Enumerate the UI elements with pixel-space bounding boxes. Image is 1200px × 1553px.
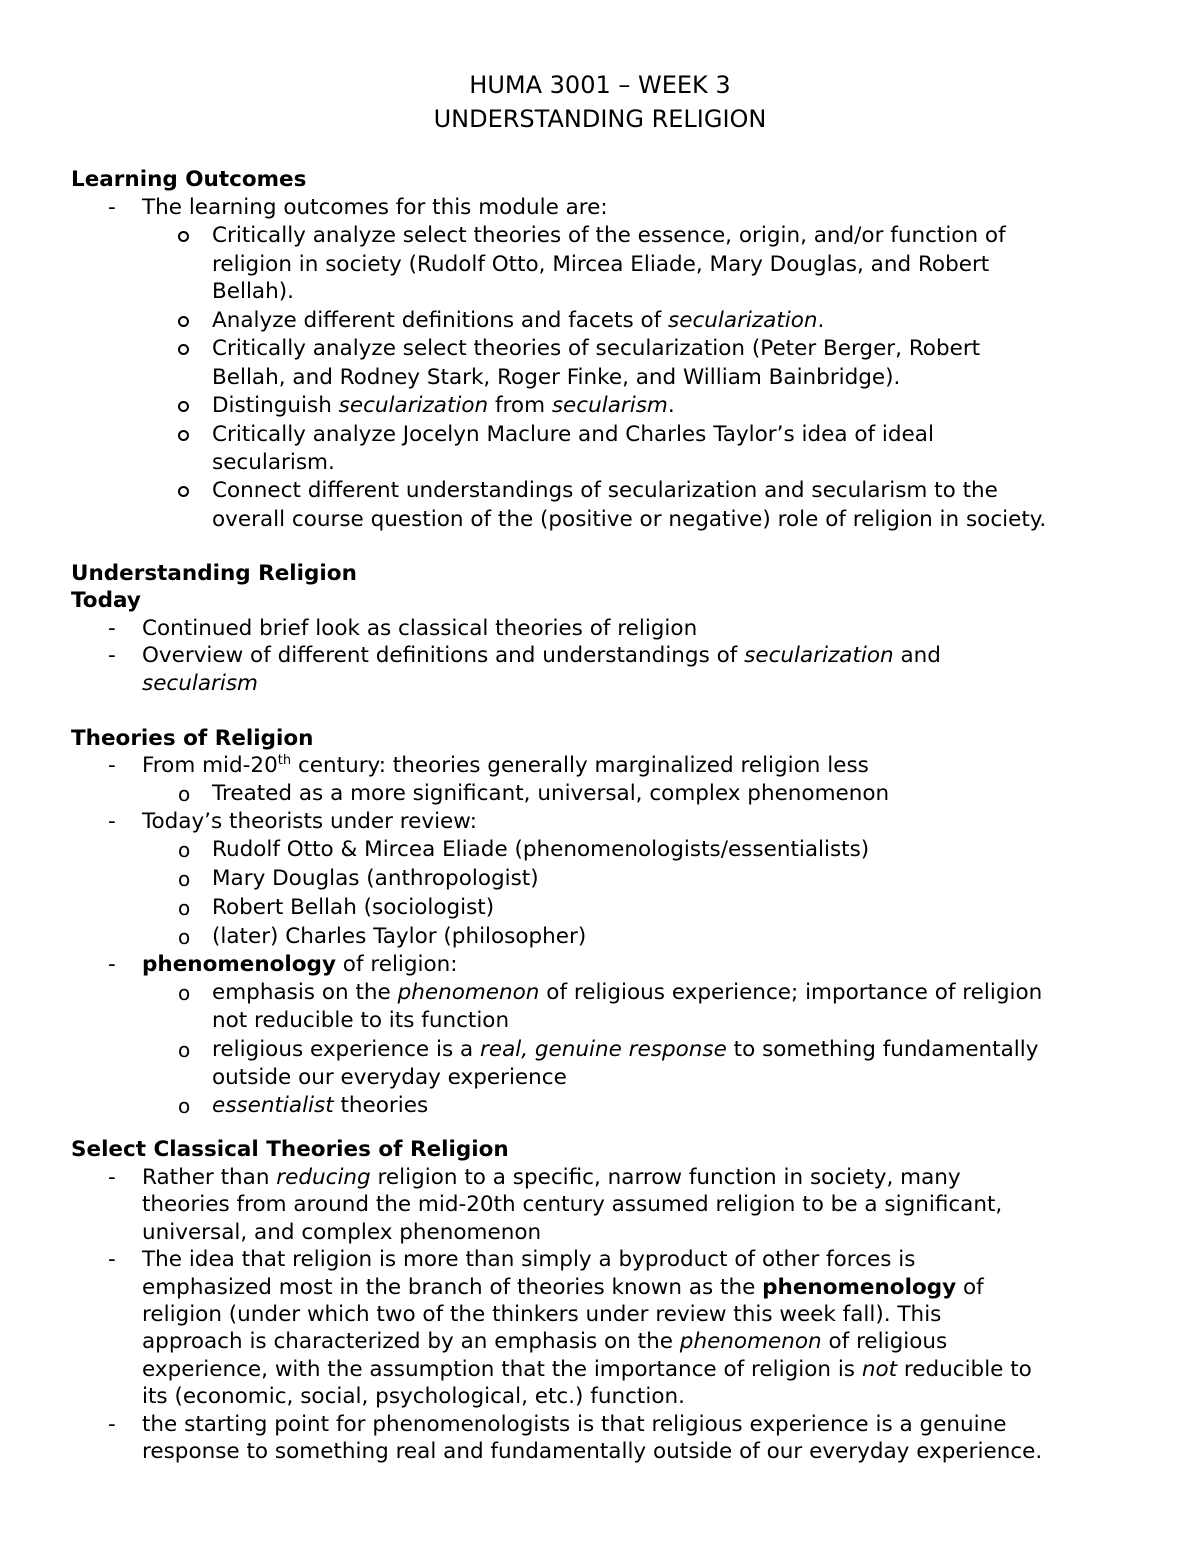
list-item-continuation: religion in society (Rudolf Otto, Mircea Eliade, Mary Douglas, and Robert (212, 252, 990, 277)
circle-bullet: o (178, 1094, 191, 1118)
dash-bullet: - (108, 1247, 116, 1272)
list-item-continuation: Bellah, and Rodney Stark, Roger Finke, and William Bainbridge). (212, 365, 901, 390)
document-subtitle: UNDERSTANDING RELIGION (433, 105, 767, 133)
list-item: Treated as a more significant, universal, complex phenomenon (212, 781, 890, 806)
section-subheading-today: Today (71, 588, 141, 613)
section-heading-classical-theories: Select Classical Theories of Religion (71, 1137, 509, 1162)
dash-bullet: - (108, 643, 116, 668)
dash-bullet: - (108, 195, 116, 220)
circle-bullet-icon (178, 335, 189, 363)
paragraph-line: emphasized most in the branch of theories known as the phenomenology of (142, 1275, 984, 1300)
circle-bullet: o (178, 981, 191, 1005)
circle-bullet-icon (178, 477, 189, 505)
paragraph-line: the starting point for phenomenologists is that religious experience is a genuine (142, 1412, 1007, 1437)
list-item: Today’s theorists under review: (142, 809, 477, 834)
list-item: (later) Charles Taylor (philosopher) (212, 924, 587, 949)
list-item: Distinguish secularization from secularism. (212, 393, 675, 418)
list-item-continuation: Bellah). (212, 279, 294, 304)
list-item: essentialist theories (212, 1093, 429, 1118)
paragraph-line: its (economic, social, psychological, etc.) function. (142, 1384, 685, 1409)
paragraph-line: universal, and complex phenomenon (142, 1220, 542, 1245)
list-item: The learning outcomes for this module are: (142, 195, 608, 220)
dash-bullet: - (108, 753, 116, 778)
list-item: phenomenology of religion: (142, 952, 458, 977)
list-item: Critically analyze select theories of secularization (Peter Berger, Robert (212, 336, 981, 361)
circle-bullet-icon (178, 222, 189, 250)
paragraph-line: response to something real and fundamentally outside of our everyday experience. (142, 1439, 1043, 1464)
section-heading-theories-of-religion: Theories of Religion (71, 726, 314, 751)
dash-bullet: - (108, 616, 116, 641)
list-item: Analyze different definitions and facets of secularization. (212, 308, 825, 333)
paragraph-line: The idea that religion is more than simply a byproduct of other forces is (142, 1247, 916, 1272)
list-item: Critically analyze select theories of the essence, origin, and/or function of (212, 223, 1006, 248)
paragraph-line: theories from around the mid-20th century assumed religion to be a significant, (142, 1192, 1003, 1217)
paragraph-line: Rather than reducing religion to a specific, narrow function in society, many (142, 1165, 961, 1190)
list-item: From mid-20th century: theories generally marginalized religion less (142, 753, 869, 778)
dash-bullet: - (108, 1412, 116, 1437)
document-title: HUMA 3001 – WEEK 3 (469, 71, 731, 99)
paragraph-line: experience, with the assumption that the importance of religion is not reducible to (142, 1357, 1032, 1382)
dash-bullet: - (108, 1165, 116, 1190)
circle-bullet: o (178, 838, 191, 862)
list-item: Overview of different definitions and understandings of secularization and (142, 643, 941, 668)
list-item: Mary Douglas (anthropologist) (212, 866, 539, 891)
list-item-continuation: secularism. (212, 450, 335, 475)
section-heading-understanding-religion: Understanding Religion (71, 561, 357, 586)
list-item: Robert Bellah (sociologist) (212, 895, 495, 920)
circle-bullet: o (178, 867, 191, 891)
circle-bullet: o (178, 782, 191, 806)
dash-bullet: - (108, 809, 116, 834)
list-item: Rudolf Otto & Mircea Eliade (phenomenologists/essentialists) (212, 837, 870, 862)
list-item: Connect different understandings of secularization and secularism to the (212, 478, 998, 503)
list-item-continuation: secularism (142, 671, 258, 696)
circle-bullet-icon (178, 307, 189, 335)
list-item-continuation: outside our everyday experience (212, 1065, 567, 1090)
list-item-continuation: not reducible to its function (212, 1008, 510, 1033)
list-item: emphasis on the phenomenon of religious experience; importance of religion (212, 980, 1043, 1005)
section-heading-learning-outcomes: Learning Outcomes (71, 167, 307, 192)
circle-bullet: o (178, 1038, 191, 1062)
circle-bullet-icon (178, 392, 189, 420)
list-item: Critically analyze Jocelyn Maclure and Charles Taylor’s idea of ideal (212, 422, 934, 447)
list-item-continuation: overall course question of the (positive or negative) role of religion in society. (212, 507, 1047, 532)
paragraph-line: religion (under which two of the thinkers under review this week fall). This (142, 1302, 942, 1327)
list-item: Continued brief look as classical theories of religion (142, 616, 698, 641)
circle-bullet: o (178, 925, 191, 949)
paragraph-line: approach is characterized by an emphasis on the phenomenon of religious (142, 1329, 948, 1354)
circle-bullet-icon (178, 421, 189, 449)
dash-bullet: - (108, 952, 116, 977)
list-item: religious experience is a real, genuine response to something fundamentally (212, 1037, 1039, 1062)
circle-bullet: o (178, 896, 191, 920)
